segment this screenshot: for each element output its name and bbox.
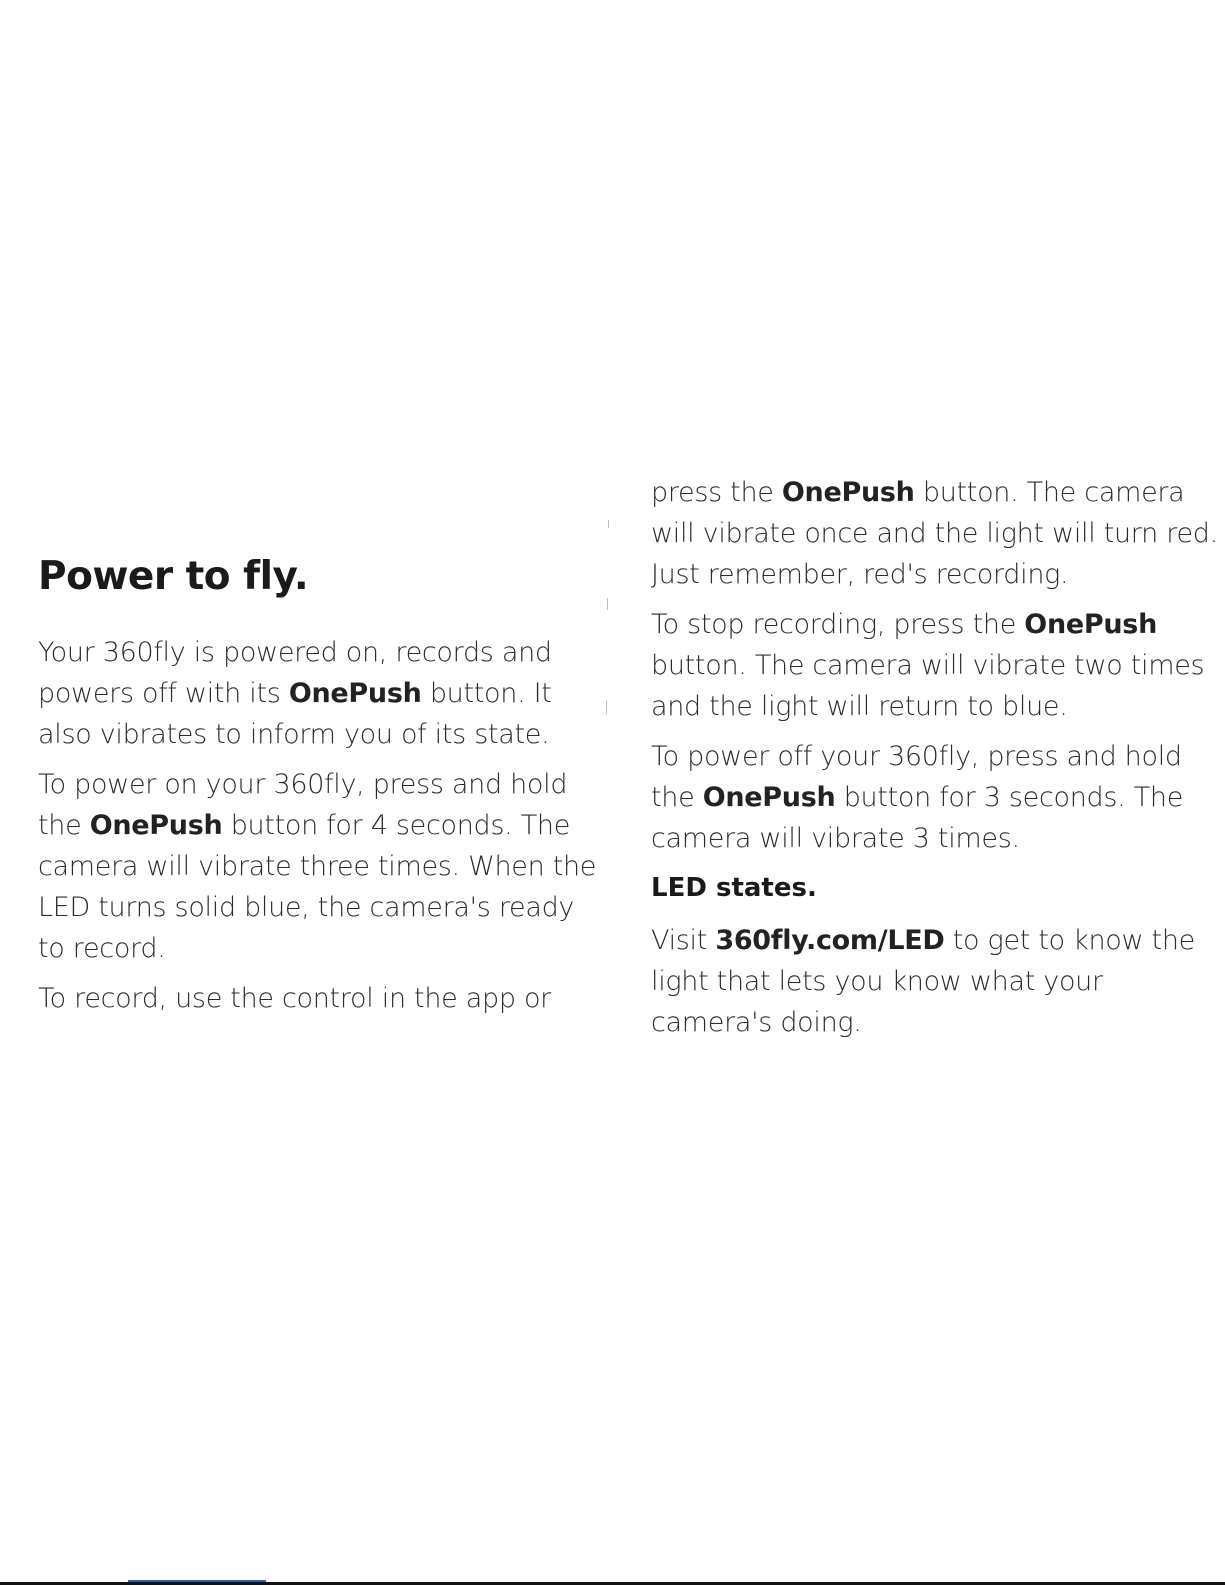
left-column bbox=[38, 552, 598, 1028]
stop-recording-text-start: To stop recording, press the bbox=[651, 609, 1025, 640]
right-column bbox=[651, 472, 1221, 1052]
intro-text-start: Your 360fly is powered on, records and powers off with its bbox=[38, 637, 552, 709]
power-on-text-start: To power on your 360fly, press and hold the bbox=[38, 769, 568, 841]
page-title: Power to fly. bbox=[38, 554, 309, 599]
onepush-term: OnePush bbox=[288, 678, 422, 709]
onepush-term: OnePush bbox=[702, 782, 836, 813]
onepush-term: OnePush bbox=[781, 477, 915, 508]
led-text-start: Visit bbox=[651, 925, 716, 956]
onepush-term: OnePush bbox=[89, 810, 223, 841]
intro-paragraph bbox=[38, 632, 598, 755]
onepush-term: OnePush bbox=[1024, 609, 1157, 640]
intro-text-end: button. It also vibrates to inform you of its state. bbox=[38, 678, 552, 750]
gutter-mark bbox=[608, 520, 609, 528]
power-on-text-end: button for 4 seconds. The camera will vibrate three times. When the LED turns solid blue, the camera's ready to record. bbox=[38, 810, 597, 964]
record-continued-paragraph bbox=[651, 472, 1221, 595]
power-off-text-start: To power off your 360fly, press and hold the bbox=[651, 741, 1182, 813]
gutter-mark bbox=[606, 700, 607, 714]
power-on-paragraph bbox=[38, 764, 598, 969]
gutter-mark bbox=[607, 598, 608, 610]
stop-recording-text-end: button. The camera will vibrate two times and the light will return to blue. bbox=[651, 650, 1205, 722]
stop-recording-paragraph bbox=[651, 604, 1221, 727]
record-text: To record, use the control in the app or bbox=[38, 983, 551, 1014]
power-off-paragraph bbox=[651, 736, 1221, 859]
record-continued-text-end: button. The camera will vibrate once and the light will turn red. Just remember, red's recording. bbox=[651, 477, 1218, 590]
led-url: 360fly.com/LED bbox=[715, 925, 945, 956]
led-paragraph bbox=[651, 920, 1221, 1043]
led-states-heading: LED states. bbox=[651, 873, 817, 903]
record-continued-text-start: press the bbox=[651, 477, 782, 508]
led-text-end: to get to know the light that lets you know what your camera's doing. bbox=[651, 925, 1195, 1038]
record-paragraph bbox=[38, 978, 598, 1019]
power-off-text-end: button for 3 seconds. The camera will vibrate 3 times. bbox=[651, 782, 1184, 854]
